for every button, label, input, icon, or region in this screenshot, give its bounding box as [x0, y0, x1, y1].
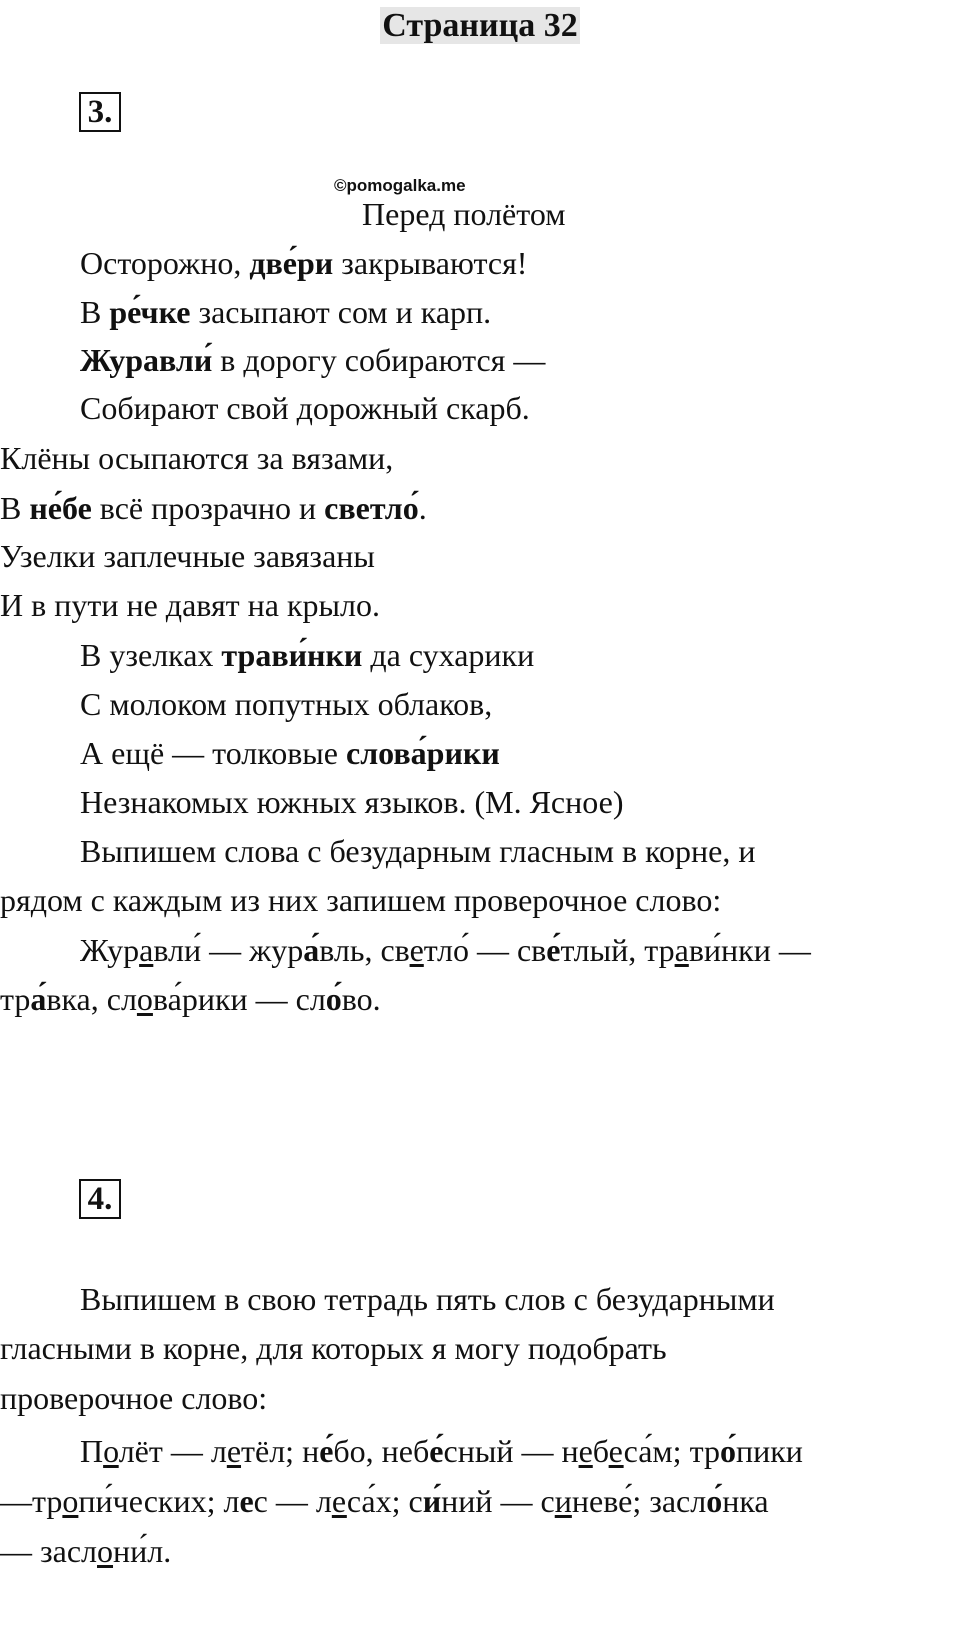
- poem-line: С молоком попутных облаков,: [80, 686, 493, 722]
- poem-line: Осторожно, две́ри закрываются!: [80, 245, 528, 281]
- poem-line: Журавли́ в дорогу собираются —: [80, 342, 546, 378]
- task4-answer-line: —тропи́ческих; лес — леса́х; си́ний — синеве́; засло́нка: [0, 1483, 769, 1519]
- poem-line: Клёны осыпаются за вязами,: [0, 440, 394, 476]
- instruction-text: Выпишем слова с безударным гласным в корне, и: [80, 833, 756, 869]
- page-title: Страница 32: [382, 7, 578, 44]
- task-number-4: 4.: [79, 1179, 121, 1219]
- task4-text: проверочное слово:: [0, 1380, 268, 1416]
- answer-line: тра́вка, слова́рики — сло́во.: [0, 981, 381, 1017]
- poem-line: И в пути не давят на крыло.: [0, 587, 380, 623]
- answer-line: Журавли́ — жура́вль, светло́ — све́тлый, трави́нки —: [80, 932, 811, 968]
- poem-line: В не́бе всё прозрачно и светло́.: [0, 490, 427, 526]
- poem-line: Собирают свой дорожный скарб.: [80, 390, 530, 426]
- watermark: ©pomogalka.me: [334, 176, 466, 195]
- poem-line: Незнакомых южных языков. (М. Ясное): [80, 784, 624, 820]
- task4-answer-line: — заслони́л.: [0, 1533, 172, 1569]
- poem-line: А ещё — толковые слова́рики: [80, 735, 500, 771]
- task4-text: Выпишем в свою тетрадь пять слов с безударными: [80, 1281, 775, 1317]
- poem-title: Перед полётом: [362, 196, 566, 232]
- poem-line: Узелки заплечные завязаны: [0, 538, 375, 574]
- poem-line: В ре́чке засыпают сом и карп.: [80, 294, 492, 330]
- task4-text: гласными в корне, для которых я могу подобрать: [0, 1330, 667, 1366]
- poem-line: В узелках трави́нки да сухарики: [80, 637, 535, 673]
- instruction-text: рядом с каждым из них запишем проверочное слово:: [0, 882, 722, 918]
- task-number-3: 3.: [79, 92, 121, 132]
- task4-answer-line: Полёт — летёл; не́бо, небе́сный — небеса́м; тро́пики: [80, 1433, 803, 1469]
